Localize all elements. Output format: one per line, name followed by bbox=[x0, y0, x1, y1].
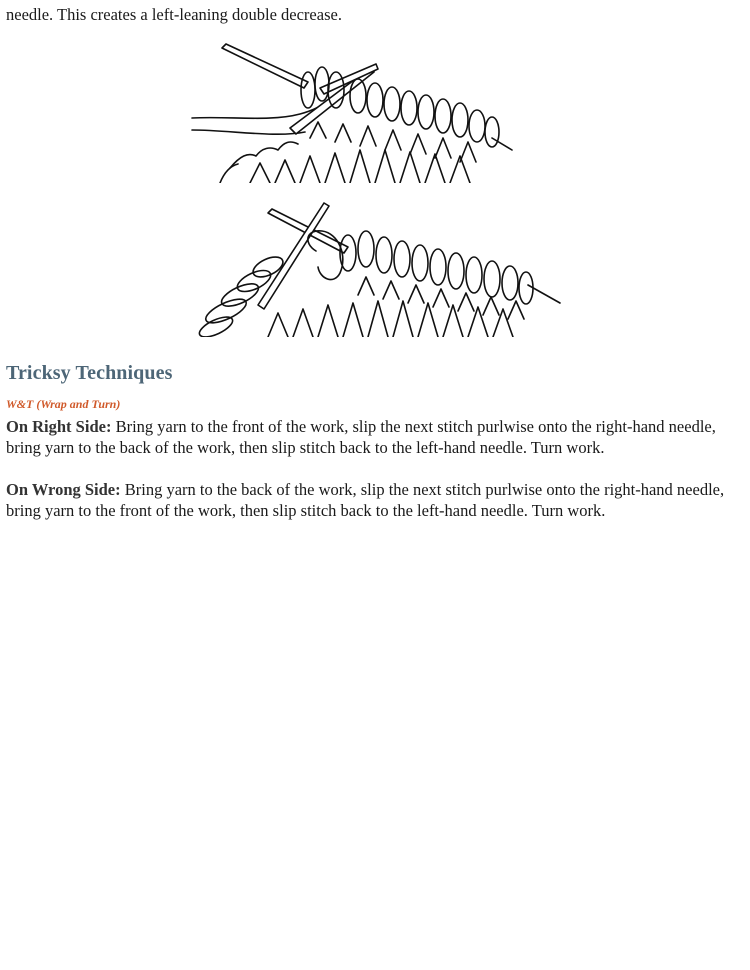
section-subheading: W&T (Wrap and Turn) bbox=[6, 397, 121, 411]
wrong-side-paragraph bbox=[6, 479, 744, 521]
right-side-paragraph bbox=[6, 416, 744, 458]
intro-text: needle. This creates a left-leaning double decrease. bbox=[6, 5, 342, 24]
wrong-side-text: Bring yarn to the back of the work, slip the next stitch purlwise onto the right-hand needle, bring yarn to the front of the work, then slip stitch back to the left-hand needle. Turn work. bbox=[6, 480, 725, 520]
knitting-needles-decrease-step-2-icon bbox=[198, 195, 563, 337]
section-heading: Tricksy Techniques bbox=[6, 362, 173, 384]
knitting-needles-decrease-step-1-icon bbox=[190, 38, 515, 183]
wrong-side-label: On Wrong Side: bbox=[6, 480, 121, 499]
right-side-text: Bring yarn to the front of the work, slip the next stitch purlwise onto the right-hand needle, bring yarn to the back of the work, then slip stitch back to the left-hand needle. Turn work. bbox=[6, 417, 716, 457]
right-side-label: On Right Side: bbox=[6, 417, 112, 436]
